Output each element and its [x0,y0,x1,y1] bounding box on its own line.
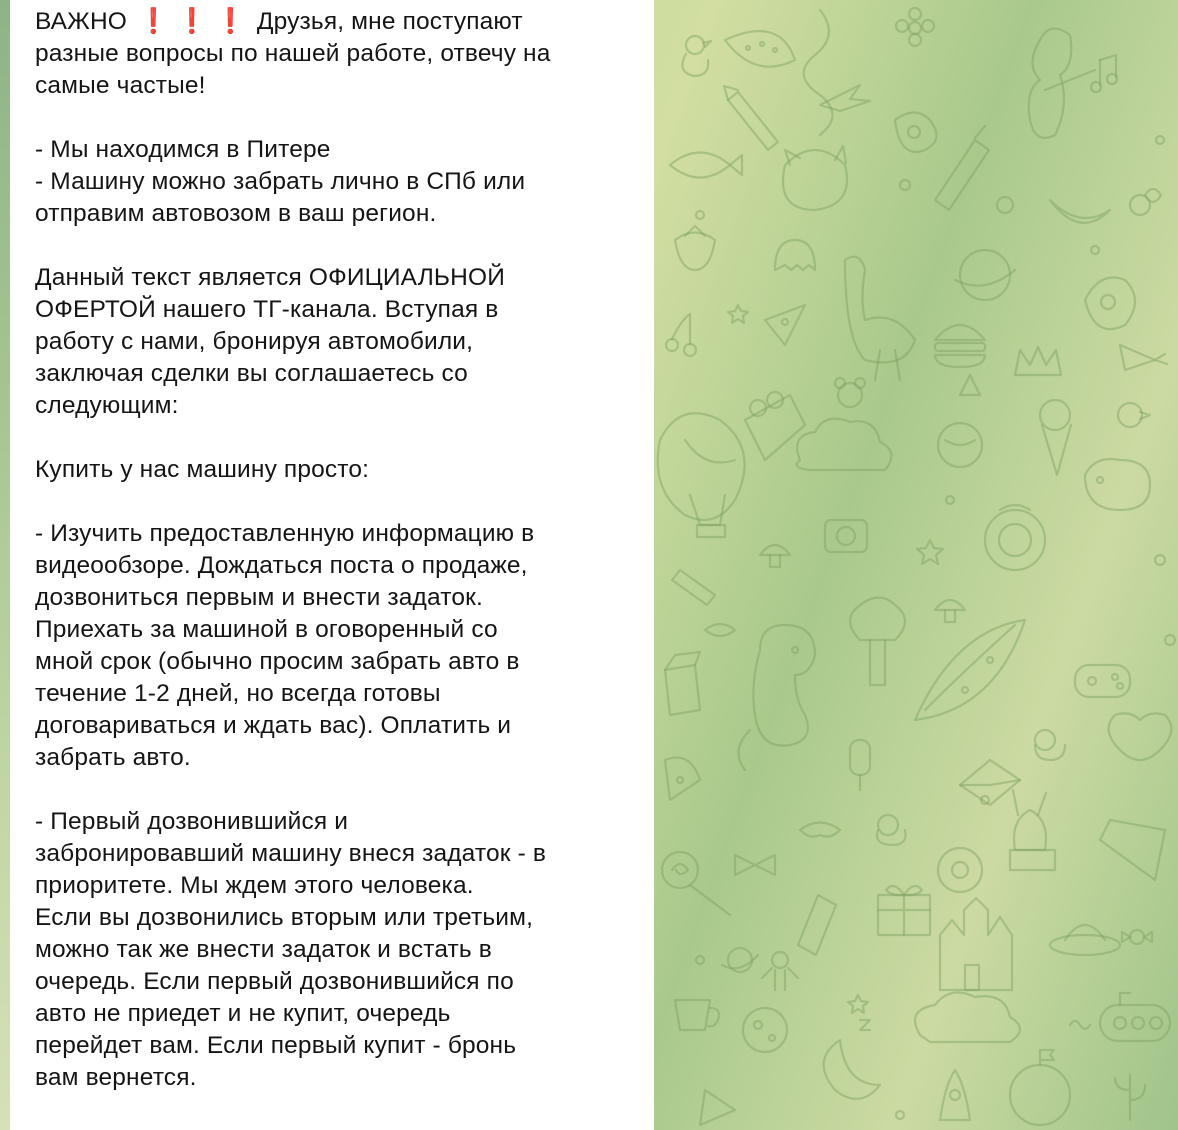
message-line: можно так же внести задаток и встать в [35,936,492,963]
message-line: видеообзоре. Дождаться поста о продаже, [35,552,528,579]
message-line [35,422,614,454]
message-line: Данный текст является ОФИЦИАЛЬНОЙ [35,264,505,291]
exclamation-emoji-icon: ❗ [215,8,246,35]
heart-icon [1145,189,1161,202]
lollipop-icon [662,852,730,915]
exclamation-emoji-icon: ❗ [137,8,169,35]
message-line: приоритете. Мы ждем этого человека. [35,872,474,899]
cup-icon [675,1000,719,1030]
flashlight-icon [672,570,715,605]
chick-icon [1035,730,1065,760]
exclamation-emoji-icon: ❗ [176,8,208,35]
gingerbread-icon [762,952,798,990]
message-line [35,230,614,262]
mouse-icon [835,378,865,407]
plane-icon [820,85,870,111]
popsicle-icon [850,740,870,790]
message-text [35,6,614,1094]
sun-icon [938,423,982,467]
crown-icon [1015,347,1061,375]
ufo-icon [1050,925,1120,955]
message-line: - Первый дозвонившийся и [35,808,349,835]
message-line: забрать авто. [35,744,191,771]
pizza-slice-icon [665,758,700,801]
sidebar-edge [0,0,10,1130]
message-line: - Машину можно забрать лично в СПб или [35,168,526,195]
gift-icon [878,886,930,935]
message-line [35,486,614,518]
message-line: перейдет вам. Если первый купит - бронь [35,1032,517,1059]
message-line: заключая сделки вы соглашаетесь со [35,360,468,387]
message-line: Купить у нас машину просто: [35,456,370,483]
bottle-icon [935,126,989,210]
cherry-icon [666,314,696,356]
message-line: договариваться и ждать вас). Оплатить и [35,712,512,739]
moon-icon [824,1040,880,1099]
dinosaur-icon [739,625,815,770]
mushroom-icon [760,545,965,622]
planet-icon [955,250,1015,300]
lion-icon [985,505,1045,570]
ghost-icon [775,240,815,270]
camera-icon [825,520,867,552]
bird-icon [682,36,711,76]
message-line: - Мы находимся в Питере [35,136,331,163]
message-line: - Изучить предоставленную информацию в [35,520,535,547]
message-line: самые частые! [35,72,206,99]
cat-icon [783,146,847,210]
music-note-icon [1091,55,1117,92]
watermelon-icon [725,31,795,67]
duck-lower-icon [877,815,906,845]
broccoli-icon [850,598,905,686]
boat-icon [1100,820,1165,880]
message-line: дозвониться первым и внести задаток. [35,584,483,611]
strawberry-icon [675,226,715,270]
egg-icon [895,113,936,153]
banana-icon [1050,200,1110,223]
message-line: авто не приедет и не купит, очередь [35,1000,451,1027]
carrot-icon [1120,345,1167,370]
milk-icon [665,652,700,715]
ice-cream-icon [1040,400,1071,475]
candy-icon [960,375,980,395]
popcorn-icon [745,392,805,460]
rocket-icon [940,1070,970,1120]
pizza-bottom-icon [700,1090,735,1125]
message-line: течение 1-2 дней, но всегда готовы [35,680,441,707]
message-line: работу с нами, бронируя автомобили, [35,328,474,355]
envelope-icon [960,760,1020,805]
message-header-line [35,6,614,38]
pizza-icon [765,305,805,345]
flower-icon [896,8,934,46]
planet-flag-icon [1010,1050,1070,1125]
message-line: разные вопросы по нашей работе, отвечу на [35,40,551,67]
fish-small-icon [705,624,735,636]
castle-icon [940,898,1012,990]
croissant-icon [800,823,840,837]
candy-wrap-icon [1122,930,1152,944]
cloud-icon [797,419,892,470]
balloon-icon [658,413,745,537]
fish-icon [670,153,742,178]
message-line: очередь. Если первый дозвонившийся по [35,968,514,995]
marker-icon [798,895,836,955]
sheep-icon [1085,459,1150,510]
surfboard-icon [915,620,1025,720]
cloud-bottom-icon [915,993,1020,1043]
message-line: забронировавший машину внеся задаток - в [35,840,547,867]
message-line [35,774,614,806]
apple-icon [1109,713,1172,760]
duck-icon [1118,403,1150,427]
message-line [35,102,614,134]
message-line: следующим: [35,392,179,419]
message-line: ОФЕРТОЙ нашего ТГ-канала. Вступая в [35,296,499,323]
message-line: вам вернется. [35,1064,197,1091]
submarine-icon [1100,993,1170,1041]
burger-icon [935,325,985,367]
star-icon [917,540,943,564]
bow-icon [735,855,775,875]
donut-icon [938,848,982,892]
llama-icon [1029,29,1095,138]
important-label: ВАЖНО [35,8,127,35]
message-line: отправим автовозом в ваш регион. [35,200,437,227]
pencil-icon [724,86,778,150]
gamepad-icon [1075,665,1130,697]
saturn-icon [722,948,758,972]
message-line: мной срок (обычно просим забрать авто в [35,648,520,675]
greeting-text: Друзья, мне поступают [256,8,523,35]
bunny-icon [1010,790,1055,870]
orbit-icon [743,1008,787,1052]
ostrich-icon [845,257,915,380]
cactus-icon [1115,1075,1145,1120]
message-bubble[interactable] [10,0,654,1130]
avocado-icon [1085,278,1135,330]
message-line: Приехать за машиной в оговоренный со [35,616,498,643]
message-line: Если вы дозвонились вторым или третьим, [35,904,534,931]
